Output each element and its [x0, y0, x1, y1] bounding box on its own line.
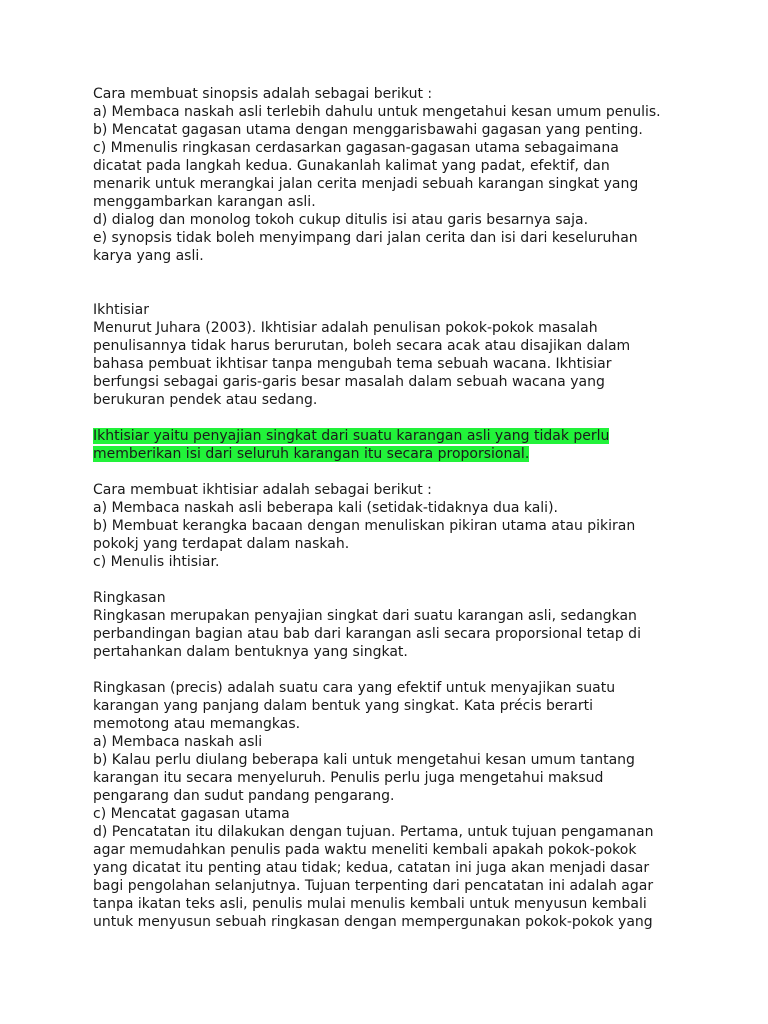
text-line: pokokj yang terdapat dalam naskah.	[93, 536, 350, 552]
text-line: untuk menyusun sebuah ringkasan dengan mempergunakan pokok-pokok yang	[93, 914, 653, 930]
spacer	[93, 409, 693, 427]
text-line: Ringkasan merupakan penyajian singkat dari suatu karangan asli, sedangkan	[93, 608, 637, 624]
text-line: c) Mmenulis ringkasan cerdasarkan gagasan-gagasan utama sebagaimana	[93, 140, 619, 156]
spacer	[93, 265, 693, 301]
text-line: memotong atau memangkas.	[93, 716, 301, 732]
highlighted-definition	[93, 427, 693, 463]
text-line: bagi pengolahan selanjutnya. Tujuan terpenting dari pencatatan ini adalah agar	[93, 878, 654, 894]
text-line: e) synopsis tidak boleh menyimpang dari jalan cerita dan isi dari keseluruhan	[93, 230, 638, 246]
text-line: karya yang asli.	[93, 248, 204, 264]
ringkasan-section	[93, 589, 693, 931]
text-line: d) Pencatatan itu dilakukan dengan tujuan. Pertama, untuk tujuan pengamanan	[93, 824, 654, 840]
text-line: b) Mencatat gagasan utama dengan menggarisbawahi gagasan yang penting.	[93, 122, 643, 138]
spacer	[93, 463, 693, 481]
text-line: a) Membaca naskah asli beberapa kali (setidak-tidaknya dua kali).	[93, 500, 558, 516]
text-line: dicatat pada langkah kedua. Gunakanlah kalimat yang padat, efektif, dan	[93, 158, 610, 174]
text-line: Cara membuat sinopsis adalah sebagai berikut :	[93, 86, 433, 102]
text-line: yang dicatat itu penting atau tidak; kedua, catatan ini juga akan menjadi dasar	[93, 860, 650, 876]
sinopsis-section	[93, 85, 693, 265]
highlighted-text: memberikan isi dari seluruh karangan itu secara proporsional.	[93, 446, 530, 462]
text-line: pertahankan dalam bentuknya yang singkat.	[93, 644, 408, 660]
text-line: berfungsi sebagai garis-garis besar masalah dalam sebuah wacana yang	[93, 374, 605, 390]
text-line: menggambarkan karangan asli.	[93, 194, 316, 210]
text-line: karangan yang panjang dalam bentuk yang singkat. Kata précis berarti	[93, 698, 593, 714]
text-line: Menurut Juhara (2003). Ikhtisiar adalah penulisan pokok-pokok masalah	[93, 320, 598, 336]
spacer	[93, 661, 693, 679]
highlighted-text: Ikhtisiar yaitu penyajian singkat dari suatu karangan asli yang tidak perlu	[93, 428, 610, 444]
text-line: c) Mencatat gagasan utama	[93, 806, 290, 822]
text-line: menarik untuk merangkai jalan cerita menjadi sebuah karangan singkat yang	[93, 176, 639, 192]
text-line: tanpa ikatan teks asli, penulis mulai menulis kembali untuk menyusun kembali	[93, 896, 647, 912]
text-line: a) Membaca naskah asli	[93, 734, 263, 750]
text-line: pengarang dan sudut pandang pengarang.	[93, 788, 395, 804]
text-line: b) Membuat kerangka bacaan dengan menuliskan pikiran utama atau pikiran	[93, 518, 636, 534]
text-line: karangan itu secara menyeluruh. Penulis perlu juga mengetahui maksud	[93, 770, 604, 786]
text-line: perbandingan bagian atau bab dari karangan asli secara proporsional tetap di	[93, 626, 641, 642]
text-line: berukuran pendek atau sedang.	[93, 392, 318, 408]
text-line: c) Menulis ihtisiar.	[93, 554, 220, 570]
document-page	[93, 85, 693, 931]
section-heading: Ikhtisiar	[93, 302, 150, 318]
text-line: penulisannya tidak harus berurutan, boleh secara acak atau disajikan dalam	[93, 338, 631, 354]
text-line: b) Kalau perlu diulang beberapa kali untuk mengetahui kesan umum tantang	[93, 752, 635, 768]
ikhtisiar-section	[93, 301, 693, 571]
spacer	[93, 571, 693, 589]
text-line: Cara membuat ikhtisiar adalah sebagai berikut :	[93, 482, 432, 498]
text-line: d) dialog dan monolog tokoh cukup ditulis isi atau garis besarnya saja.	[93, 212, 589, 228]
text-line: Ringkasan (precis) adalah suatu cara yang efektif untuk menyajikan suatu	[93, 680, 616, 696]
text-line: a) Membaca naskah asli terlebih dahulu untuk mengetahui kesan umum penulis.	[93, 104, 661, 120]
text-line: agar memudahkan penulis pada waktu meneliti kembali apakah pokok-pokok	[93, 842, 637, 858]
text-line: bahasa pembuat ikhtisar tanpa mengubah tema sebuah wacana. Ikhtisiar	[93, 356, 612, 372]
section-heading: Ringkasan	[93, 590, 166, 606]
